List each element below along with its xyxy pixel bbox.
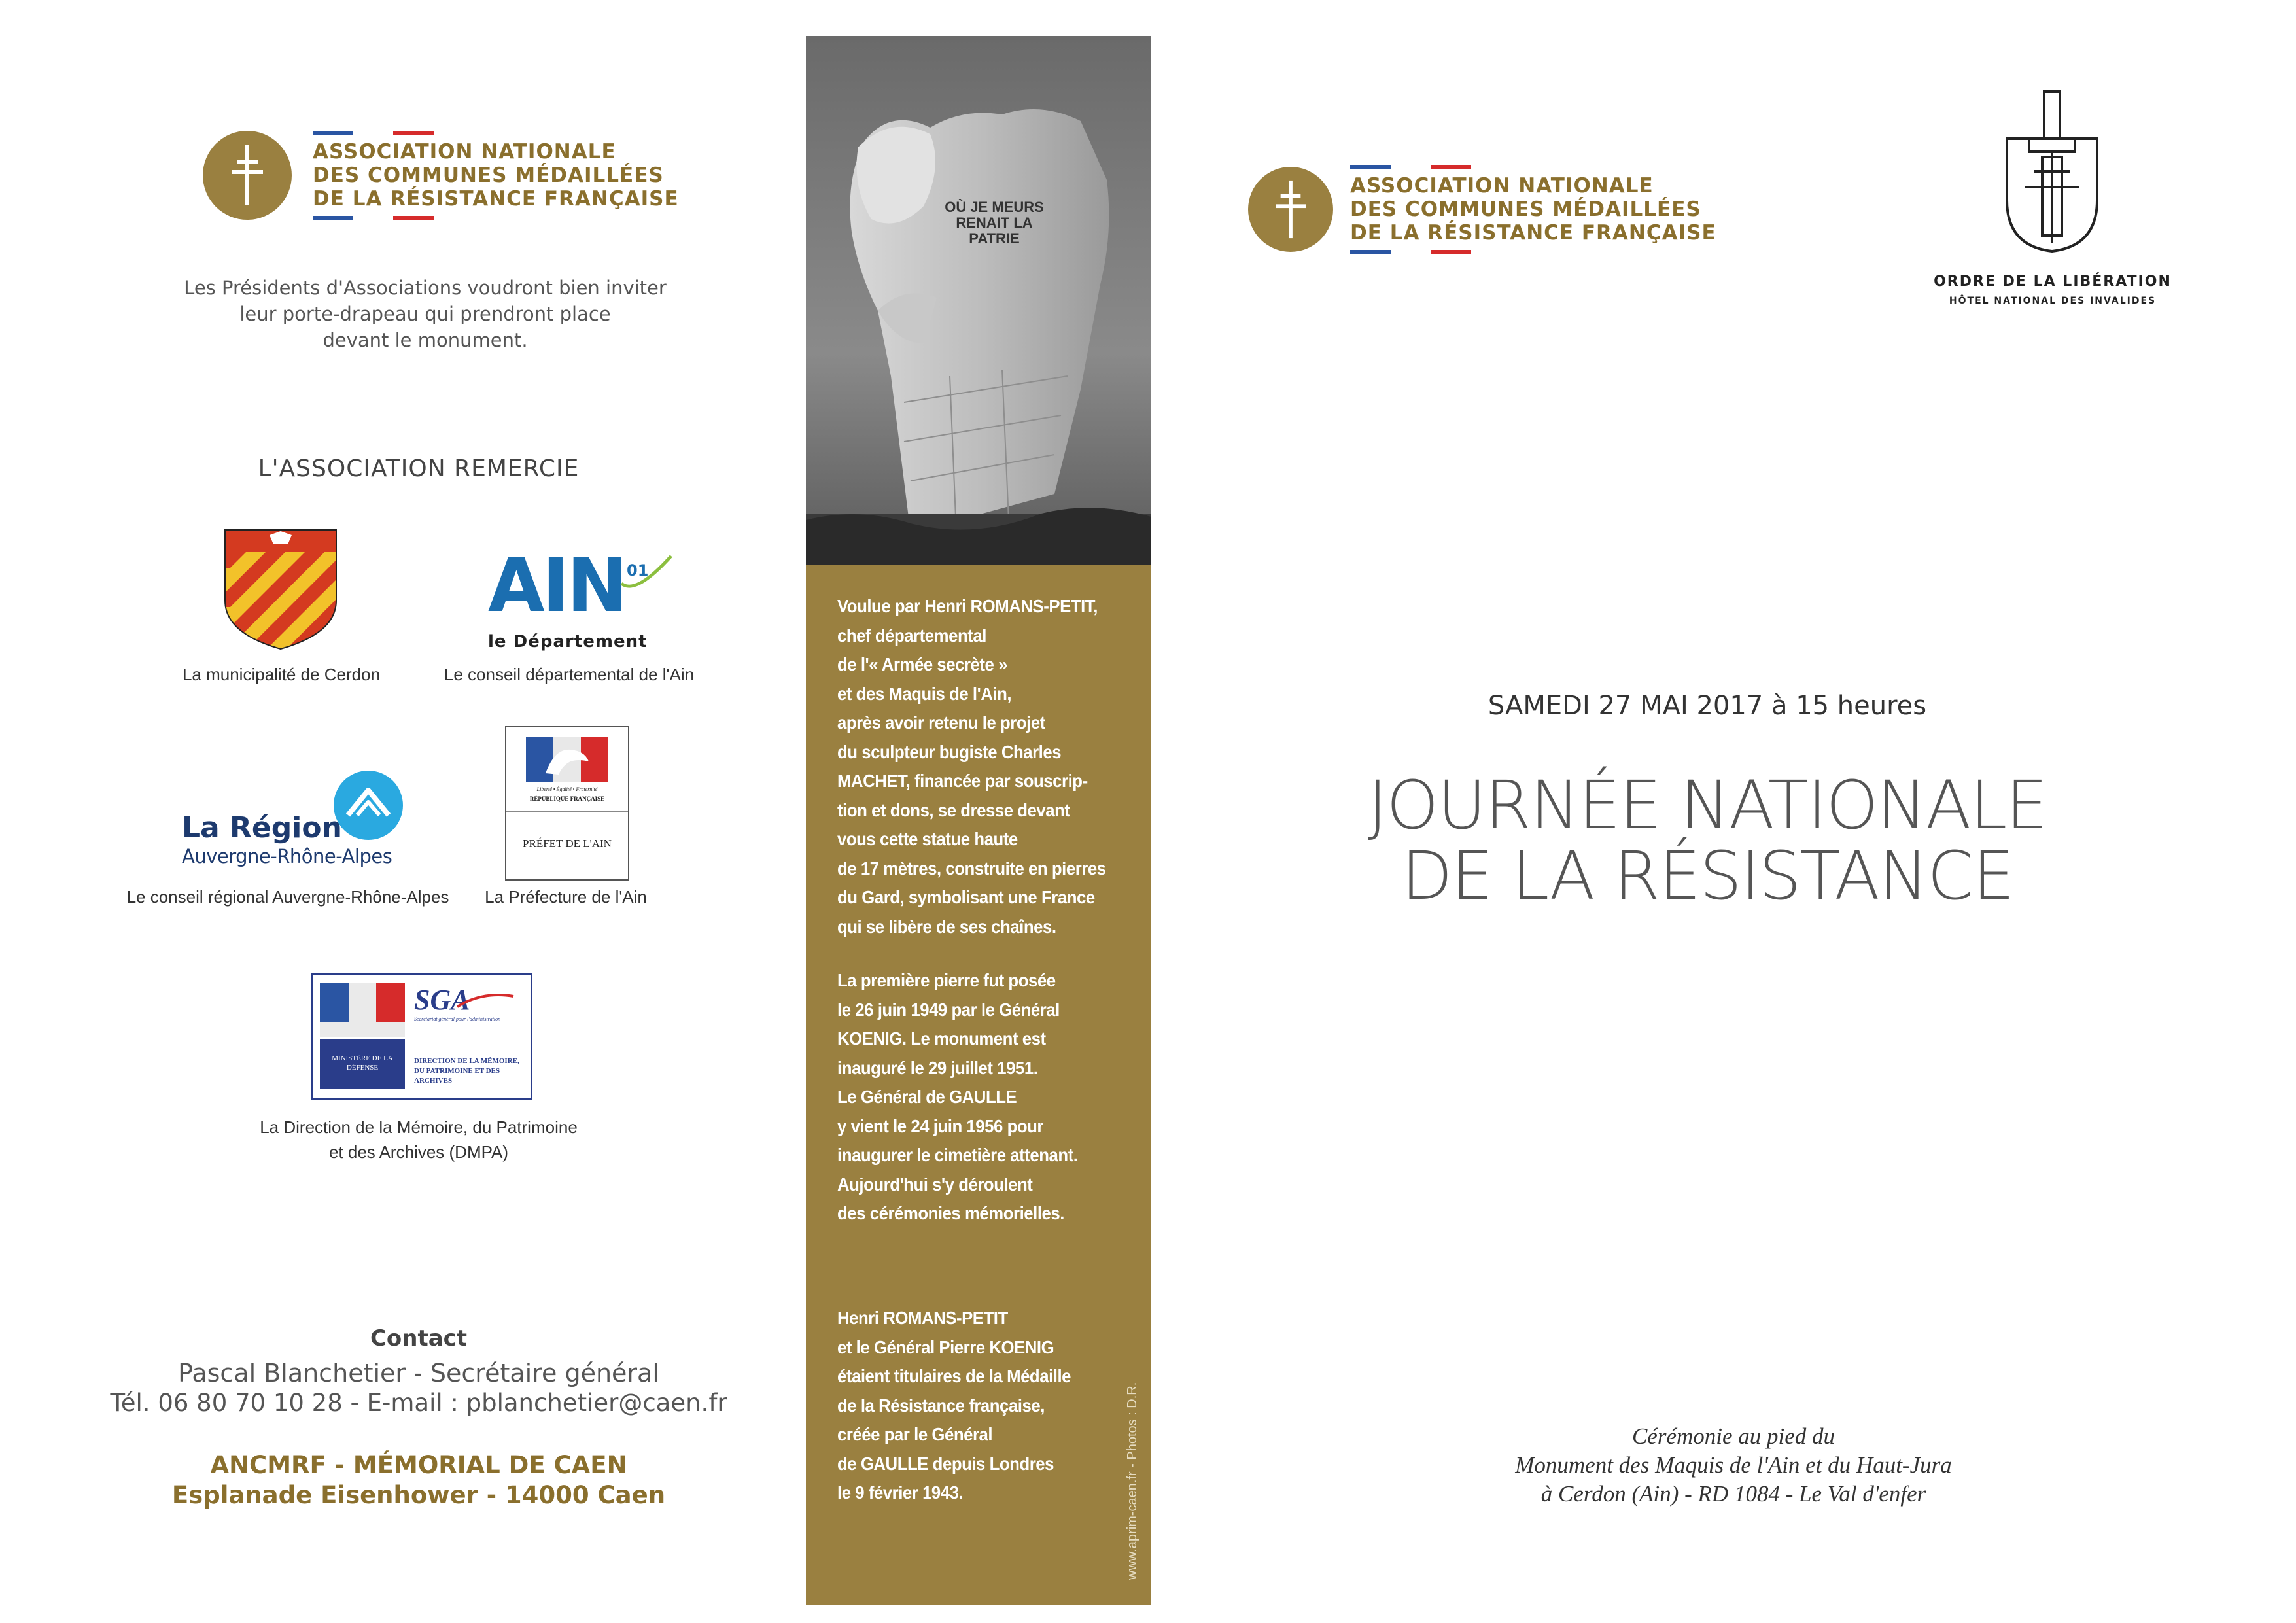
- prefet-logo: [505, 726, 629, 881]
- ordre-liberation-title: ORDRE DE LA LIBÉRATION: [1934, 273, 2172, 290]
- ain-logo-sub: le Département: [488, 632, 648, 652]
- paragraph-line: et le Général Pierre KOENIG: [837, 1336, 1054, 1357]
- cross-of-lorraine-icon: [203, 131, 292, 220]
- inscription-line: OÙ JE MEURS: [945, 199, 1044, 215]
- ceremony-line: à Cerdon (Ain) - RD 1084 - Le Val d'enfer: [1540, 1481, 1926, 1507]
- sponsor-label-cerdon: La municipalité de Cerdon: [182, 665, 381, 684]
- paragraph-line: et des Maquis de l'Ain,: [837, 683, 1012, 704]
- association-name-line3: DE LA RÉSISTANCE FRANÇAISE: [1350, 221, 1716, 245]
- region-logo: [181, 771, 403, 869]
- contact-organization: ANCMRF - MÉMORIAL DE CAEN: [210, 1451, 627, 1479]
- event-title-line1: JOURNÉE NATIONALE: [1368, 767, 2047, 845]
- tricolor-stripe: [1350, 250, 1471, 254]
- region-logo-line1: La Région: [182, 811, 342, 845]
- dmpa-logo-text: [414, 1056, 525, 1086]
- dmpa-logo-line: DU PATRIMOINE ET DES ARCHIVES: [414, 1067, 500, 1085]
- sponsor-label-prefecture: La Préfecture de l'Ain: [485, 887, 647, 907]
- monument-history-paragraph-2: [837, 966, 1102, 1229]
- paragraph-line: chef départemental: [837, 625, 986, 646]
- contact-phone-email: Tél. 06 80 70 10 28 - E-mail : pblanchetier@caen.fr: [110, 1389, 727, 1417]
- paragraph-line: qui se libère de ses chaînes.: [837, 916, 1056, 937]
- ceremony-line: Cérémonie au pied du: [1631, 1423, 1835, 1449]
- contact-heading: Contact: [370, 1325, 468, 1352]
- paragraph-line: le 9 février 1943.: [837, 1482, 964, 1503]
- ordre-liberation-subtitle: HÔTEL NATIONAL DES INVALIDES: [1949, 296, 2157, 306]
- paragraph-line: y vient le 24 juin 1956 pour: [837, 1115, 1043, 1136]
- inscription-line: PATRIE: [969, 230, 1020, 247]
- paragraph-line: tion et dons, se dresse devant: [837, 799, 1070, 820]
- sponsor-label-ain: Le conseil départemental de l'Ain: [444, 665, 695, 684]
- event-title-line2: DE LA RÉSISTANCE: [1401, 837, 2013, 915]
- association-name-line2: DES COMMUNES MÉDAILLÉES: [313, 164, 664, 187]
- contact-name: Pascal Blanchetier - Secrétaire général: [178, 1359, 659, 1387]
- tricolor-stripe: [313, 131, 434, 135]
- ceremony-info: [1406, 1422, 2061, 1509]
- ceremony-line: Monument des Maquis de l'Ain et du Haut-Jura: [1515, 1452, 1952, 1478]
- paragraph-line: inaugurer le cimetière attenant.: [837, 1145, 1078, 1165]
- association-name-line2: DES COMMUNES MÉDAILLÉES: [1350, 198, 1701, 221]
- minister-text: MINISTÈRE DE LA DÉFENSE: [332, 1055, 393, 1072]
- paragraph-line: de 17 mètres, construite en pierres: [837, 858, 1106, 879]
- paragraph-line: des cérémonies mémorielles.: [837, 1203, 1064, 1223]
- inscription-line: RENAIT LA: [956, 215, 1033, 231]
- prefet-republique: RÉPUBLIQUE FRANÇAISE: [529, 795, 605, 802]
- prefet-logo-text: PRÉFET DE L'AIN: [523, 837, 612, 850]
- paragraph-line: étaient titulaires de la Médaille: [837, 1366, 1071, 1386]
- contact-address: Esplanade Eisenhower - 14000 Caen: [171, 1481, 666, 1509]
- dmpa-label-line: La Direction de la Mémoire, du Patrimoine: [260, 1117, 578, 1137]
- paragraph-line: de GAULLE depuis Londres: [837, 1453, 1054, 1474]
- dmpa-logo-line: DIRECTION DE LA MÉMOIRE,: [414, 1057, 519, 1065]
- checkmark-icon: [616, 553, 675, 599]
- paragraph-line: du Gard, symbolisant une France: [837, 887, 1095, 907]
- sga-logo-text: SGA: [414, 984, 470, 1016]
- marianne-icon: [320, 983, 405, 1037]
- association-name-line3: DE LA RÉSISTANCE FRANÇAISE: [313, 187, 679, 211]
- association-name-line1: ASSOCIATION NATIONALE: [1350, 174, 1654, 198]
- medal-paragraph: [837, 1304, 1102, 1508]
- paragraph-line: le 26 juin 1949 par le Général: [837, 999, 1060, 1020]
- paragraph-line: inauguré le 29 juillet 1951.: [837, 1057, 1038, 1078]
- ordre-liberation-emblem-icon: [2003, 89, 2101, 256]
- cerdon-coat-of-arms-icon: [224, 529, 338, 654]
- paragraph-line: de l'« Armée secrète »: [837, 654, 1007, 674]
- event-title: [1302, 767, 2113, 915]
- dmpa-logo: [311, 973, 532, 1100]
- paragraph-line: après avoir retenu le projet: [837, 712, 1045, 733]
- paragraph-line: de la Résistance française,: [837, 1395, 1045, 1416]
- middle-panel: [806, 36, 1151, 1605]
- ain-logo-sup: 01: [627, 561, 649, 580]
- association-name-line1: ASSOCIATION NATIONALE: [313, 140, 616, 164]
- marianne-icon: [526, 737, 608, 782]
- paragraph-line: créée par le Général: [837, 1424, 993, 1444]
- monument-history-paragraph-1: [837, 592, 1106, 941]
- monument-inscription: [942, 200, 1047, 247]
- paragraph-line: Le Général de GAULLE: [837, 1087, 1017, 1107]
- sponsor-label-dmpa: [222, 1115, 615, 1164]
- cross-of-lorraine-icon: [1248, 167, 1333, 252]
- paragraph-line: KOENIG. Le monument est: [837, 1028, 1046, 1049]
- ain-logo-text: AIN: [488, 544, 626, 629]
- thanks-heading: L'ASSOCIATION REMERCIE: [258, 455, 580, 482]
- minister-block: [320, 1039, 405, 1089]
- invitation-line: leur porte-drapeau qui prendront place: [239, 303, 611, 325]
- paragraph-line: MACHET, financée par souscrip-: [837, 771, 1088, 791]
- paragraph-line: vous cette statue haute: [837, 829, 1018, 849]
- paragraph-line: du sculpteur bugiste Charles: [837, 741, 1062, 762]
- invitation-text: [157, 275, 693, 353]
- sponsor-label-region: Le conseil régional Auvergne-Rhône-Alpes: [126, 887, 449, 907]
- association-logo-left: [203, 131, 679, 220]
- invitation-line: Les Présidents d'Associations voudront bien inviter: [184, 277, 667, 299]
- tricolor-stripe: [313, 216, 434, 220]
- paragraph-line: La première pierre fut posée: [837, 970, 1056, 990]
- sga-subtitle: Secrétariat général pour l'administration: [414, 1016, 501, 1022]
- paragraph-line: Aujourd'hui s'y déroulent: [837, 1174, 1033, 1195]
- paragraph-line: Henri ROMANS-PETIT: [837, 1308, 1008, 1328]
- photo-credit: www.aprim-caen.fr - Photos : D.R.: [1125, 1382, 1139, 1580]
- event-date: SAMEDI 27 MAI 2017 à 15 heures: [1487, 691, 1927, 721]
- association-logo-right: [1248, 165, 1716, 254]
- ain-department-logo: [485, 544, 695, 654]
- region-mountain-icon: [334, 771, 403, 840]
- region-logo-line2: Auvergne-Rhône-Alpes: [182, 845, 392, 867]
- dmpa-label-line: et des Archives (DMPA): [328, 1142, 509, 1162]
- paragraph-line: Voulue par Henri ROMANS-PETIT,: [837, 596, 1098, 616]
- tricolor-stripe: [1350, 165, 1471, 169]
- prefet-motto: Liberté • Égalité • Fraternité: [536, 786, 598, 792]
- sga-swoosh-icon: [456, 990, 515, 1009]
- invitation-line: devant le monument.: [322, 329, 528, 351]
- monument-photo: [806, 36, 1151, 565]
